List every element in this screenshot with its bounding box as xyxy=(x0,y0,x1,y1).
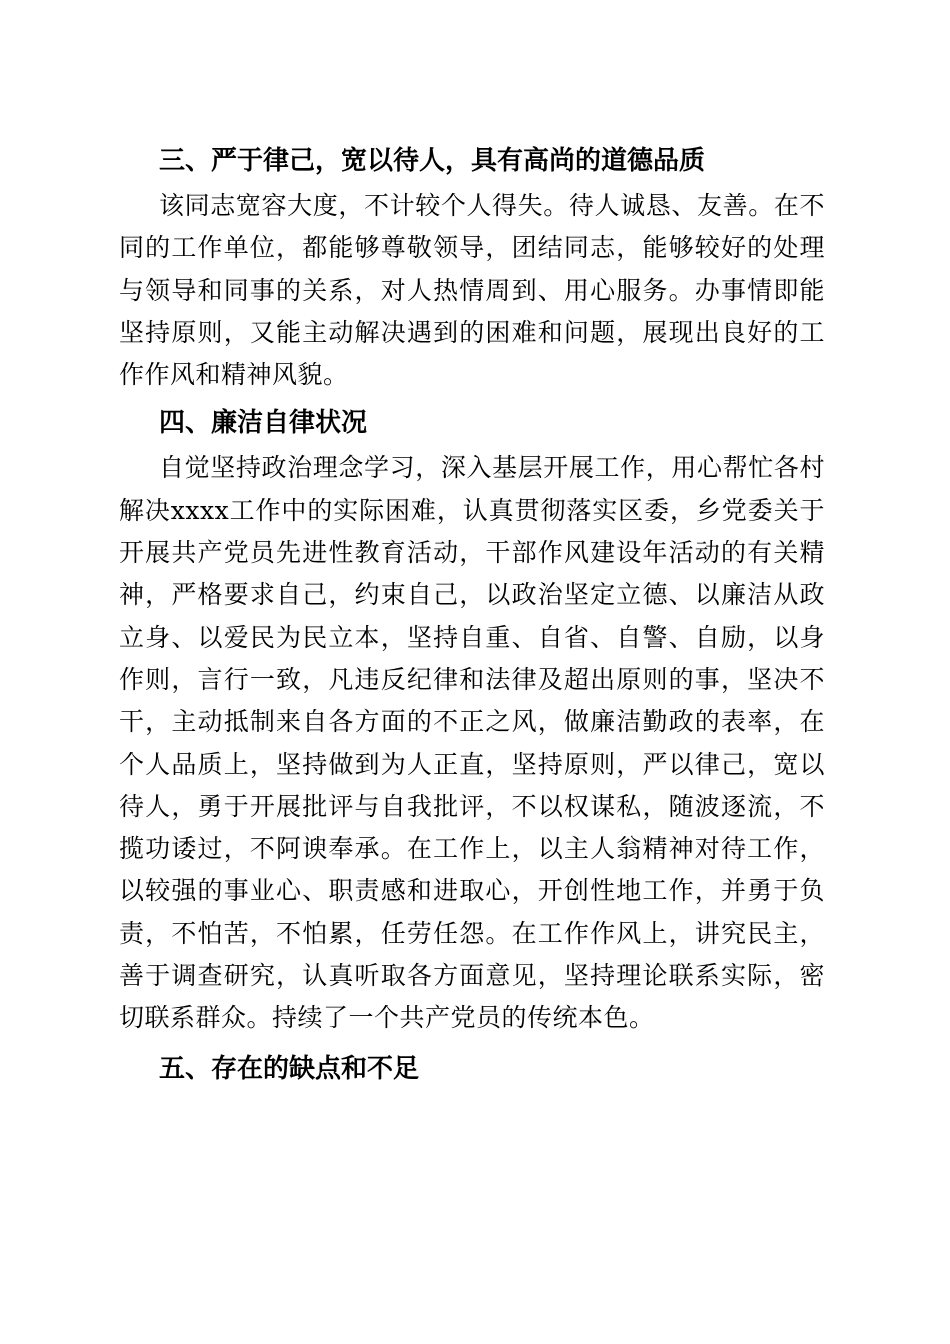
section-heading-4: 四、廉洁自律状况 xyxy=(159,408,368,439)
section-paragraph-4: 自觉坚持政治理念学习，深入基层开展工作，用心帮忙各村解决xxxx工作中的实际困难，认真贯彻落实区委，乡党委关于开展共产党员先进性教育活动，干部作风建设年活动的有关精神，严格要求自己，约束自己，以政治坚定立德、以廉洁从政立身、以爱民为民立本，坚持自重、自省、自警、自励，以身作则，言行一致，凡违反纪律和法律及超出原则的事，坚决不干，主动抵制来自各方面的不正之风，做廉洁勤政的表率，在个人品质上，坚持做到为人正直，坚持原则，严以律己，宽以待人，勇于开展批评与自我批评，不以权谋私，随波逐流，不揽功诿过，不阿谀奉承。在工作上，以主人翁精神对待工作，以较强的事业心、职责感和进取心，开创性地工作，并勇于负责，不怕苦，不怕累，任劳任怨。在工作作风上，讲究民主，善于调查研究，认真听取各方面意见，坚持理论联系实际，密切联系群众。持续了一个共产党员的传统本色。 xyxy=(119,453,825,1033)
document-body xyxy=(119,138,825,1093)
section-heading-5: 五、存在的缺点和不足 xyxy=(159,1053,420,1084)
section-heading-3: 三、严于律己，宽以待人，具有高尚的道德品质 xyxy=(159,146,706,176)
section-paragraph-3: 该同志宽容大度，不计较个人得失。待人诚恳、友善。在不同的工作单位，都能够尊敬领导，团结同志，能够较好的处理与领导和同事的关系，对人热情周到、用心服务。办事情即能坚持原则，又能主动解决遇到的困难和问题，展现出良好的工作作风和精神风貌。 xyxy=(119,191,825,390)
